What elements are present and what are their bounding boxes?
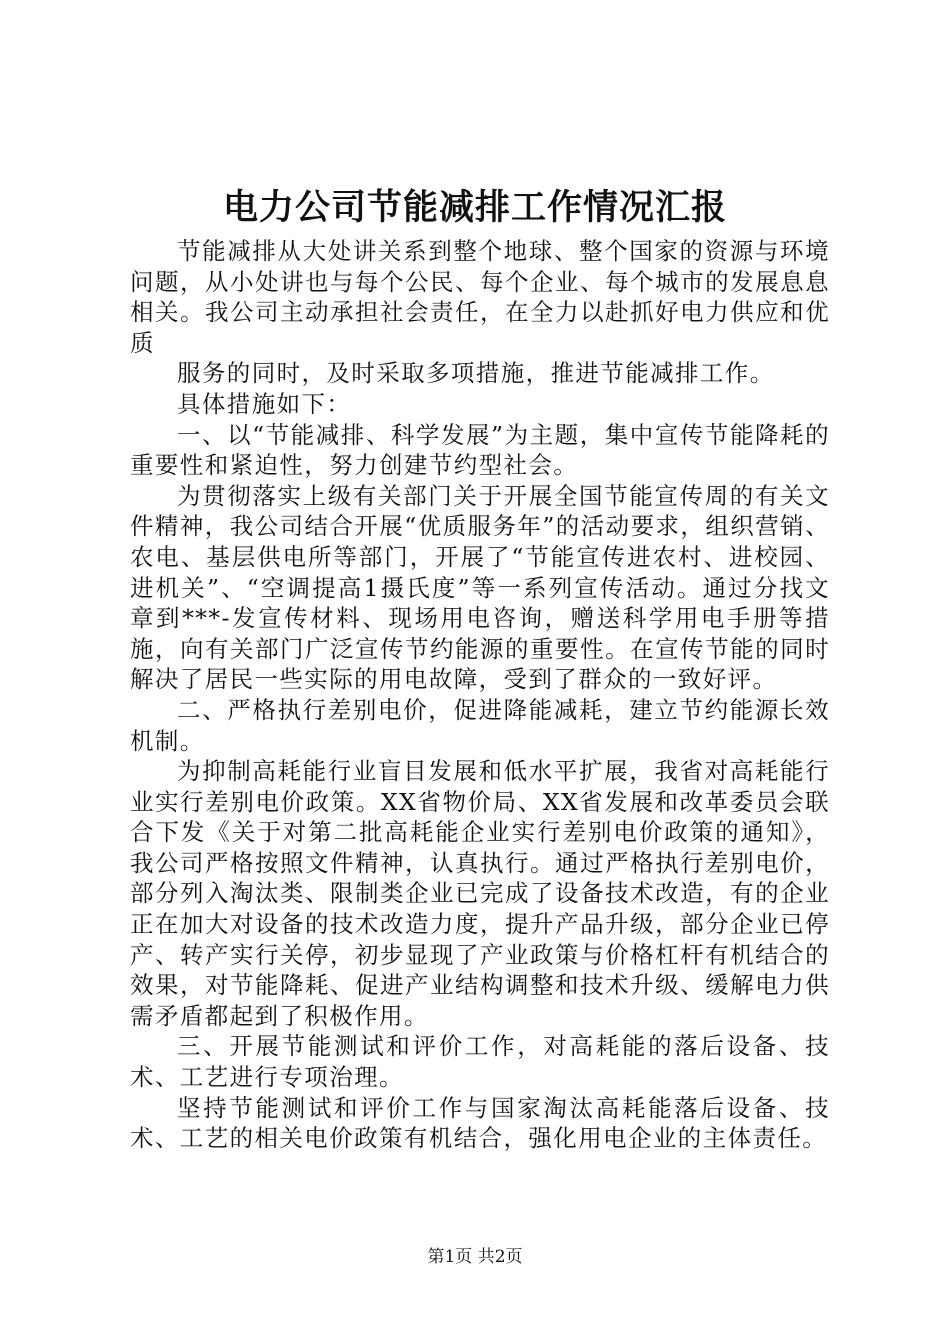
document-title: 电力公司节能减排工作情况汇报: [222, 187, 727, 228]
paragraph: 服务的同时，及时采取多项措施，推进节能减排工作。: [177, 359, 775, 388]
paragraph: 为抑制高耗能行业盲目发展和低水平扩展，我省对高耗能行业实行差别电价政策。XX省物价局、XX省发展和改革委员会联合下发《关于对第二批高耗能企业实行差别电价政策的通知》，我公司严格按照文件精神，认真执行。通过严格执行差别电价，部分列入淘汰类、限制类企业已完成了设备技术改造，有的企业正在加大对设备的技术改造力度，提升产品升级，部分企业已停产、转产实行关停，初步显现了产业政策与价格杠杆有机结合的效果，对节能降耗、促进产业结构调整和技术升级、缓解电力供需矛盾都起到了积极作用。: [130, 757, 830, 1030]
document-body: [130, 236, 830, 1154]
page-footer: 第1页 共2页: [427, 1247, 523, 1267]
paragraph: 为贯彻落实上级有关部门关于开展全国节能宣传周的有关文件精神，我公司结合开展“优质服务年”的活动要求，组织营销、农电、基层供电所等部门，开展了“节能宣传进农村、进校园、进机关”、“空调提高1摄氏度”等一系列宣传活动。通过分找文章到***-发宣传材料、现场用电咨询，赠送科学用电手册等措施，向有关部门广泛宣传节约能源的重要性。在宣传节能的同时解决了居民一些实际的用电故障，受到了群众的一致好评。: [130, 481, 830, 694]
paragraph: 坚持节能测试和评价工作与国家淘汰高耗能落后设备、技术、工艺的相关电价政策有机结合，强化用电企业的主体责任。: [130, 1093, 830, 1153]
section-heading: 二、严格执行差别电价，促进降能减耗，建立节约能源长效机制。: [130, 695, 830, 755]
paragraph: 具体措施如下：: [177, 389, 352, 418]
paragraph: 节能减排从大处讲关系到整个地球、整个国家的资源与环境问题，从小处讲也与每个公民、每个企业、每个城市的发展息息相关。我公司主动承担社会责任，在全力以赴抓好电力供应和优质: [130, 237, 830, 357]
section-heading: 三、开展节能测试和评价工作，对高耗能的落后设备、技术、工艺进行专项治理。: [130, 1032, 830, 1092]
section-heading: 一、以“节能减排、科学发展”为主题，集中宣传节能降耗的重要性和紧迫性，努力创建节约型社会。: [130, 420, 830, 480]
